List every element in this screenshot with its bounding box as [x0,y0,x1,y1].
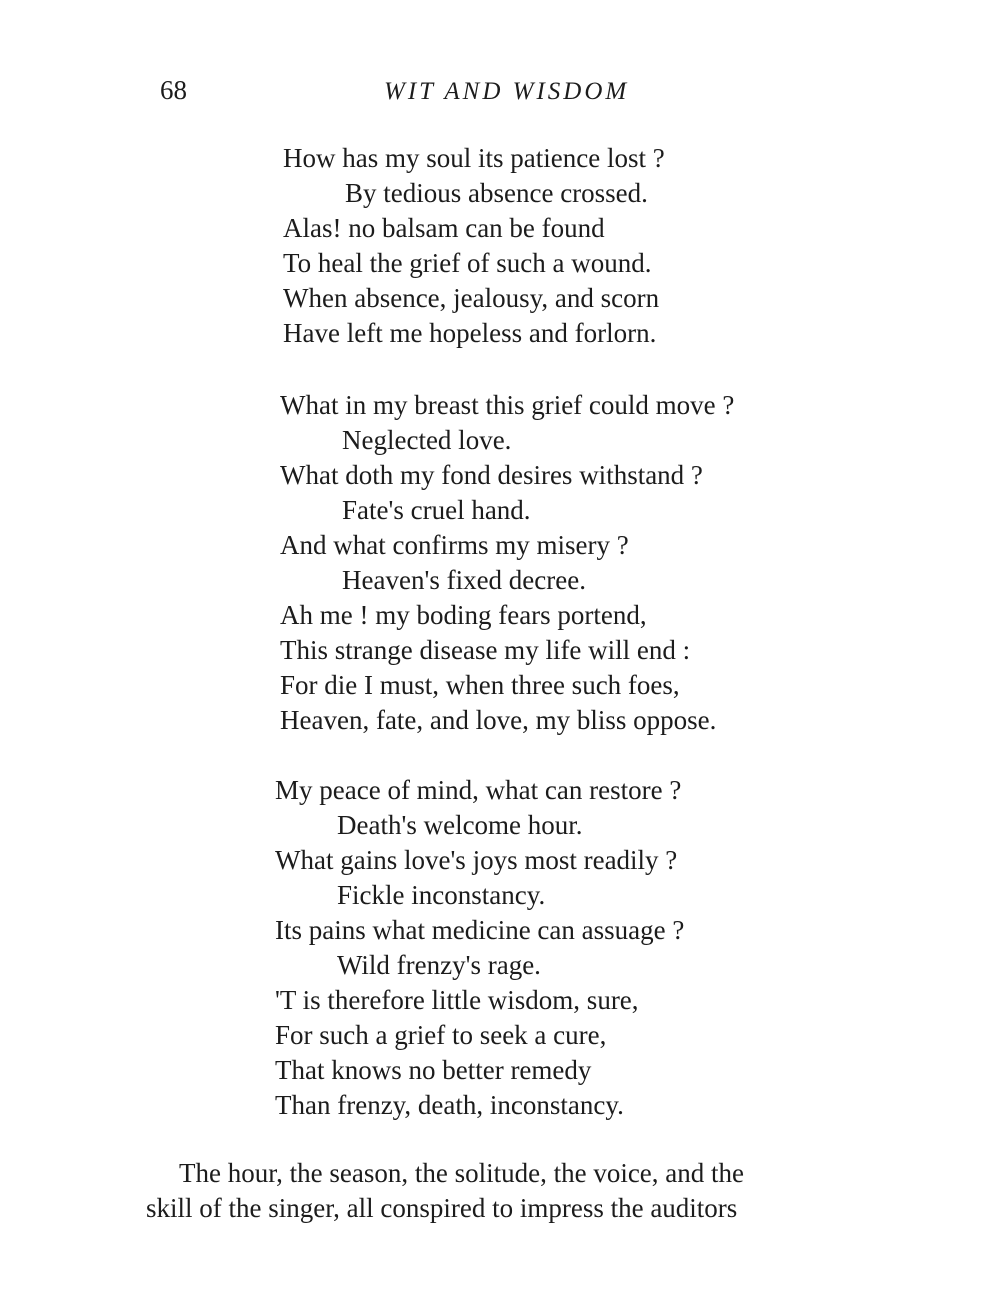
poem-line: For such a grief to seek a cure, [275,1020,607,1050]
poem-line: And what confirms my misery ? [280,530,629,560]
poem-line: 'T is therefore little wisdom, sure, [275,985,639,1015]
poem-line: Heaven, fate, and love, my bliss oppose. [280,705,717,735]
poem-line: This strange disease my life will end : [280,635,691,665]
prose-line: skill of the singer, all conspired to impress the auditors [146,1193,738,1223]
poem-stanza-2 [280,388,734,738]
poem-line: Than frenzy, death, inconstancy. [275,1090,624,1120]
poem-line: What doth my fond desires withstand ? [280,460,703,490]
poem-line: Death's welcome hour. [337,810,583,840]
prose-paragraph [146,1156,906,1226]
poem-line: Its pains what medicine can assuage ? [275,915,685,945]
poem-line: Wild frenzy's rage. [337,950,541,980]
poem-line: Alas! no balsam can be found [283,213,605,243]
poem-line: My peace of mind, what can restore ? [275,775,682,805]
page-number: 68 [160,75,187,105]
prose-line: The hour, the season, the solitude, the voice, and the [179,1158,745,1188]
poem-line: Have left me hopeless and forlorn. [283,318,657,348]
running-title: WIT AND WISDOM [384,78,630,105]
poem-stanza-3 [275,773,684,1123]
poem-line: Ah me ! my boding fears portend, [280,600,647,630]
poem-line: How has my soul its patience lost ? [283,143,665,173]
poem-line: By tedious absence crossed. [345,178,648,208]
poem-line: Fickle inconstancy. [337,880,546,910]
poem-line: Neglected love. [342,425,512,455]
poem-line: To heal the grief of such a wound. [283,248,652,278]
poem-line: That knows no better remedy [275,1055,592,1085]
poem-line: What in my breast this grief could move ? [280,390,735,420]
poem-line: What gains love's joys most readily ? [275,845,678,875]
poem-line: Fate's cruel hand. [342,495,531,525]
poem-line: Heaven's fixed decree. [342,565,586,595]
poem-line: When absence, jealousy, and scorn [283,283,660,313]
poem-stanza-1 [283,141,665,351]
poem-line: For die I must, when three such foes, [280,670,680,700]
